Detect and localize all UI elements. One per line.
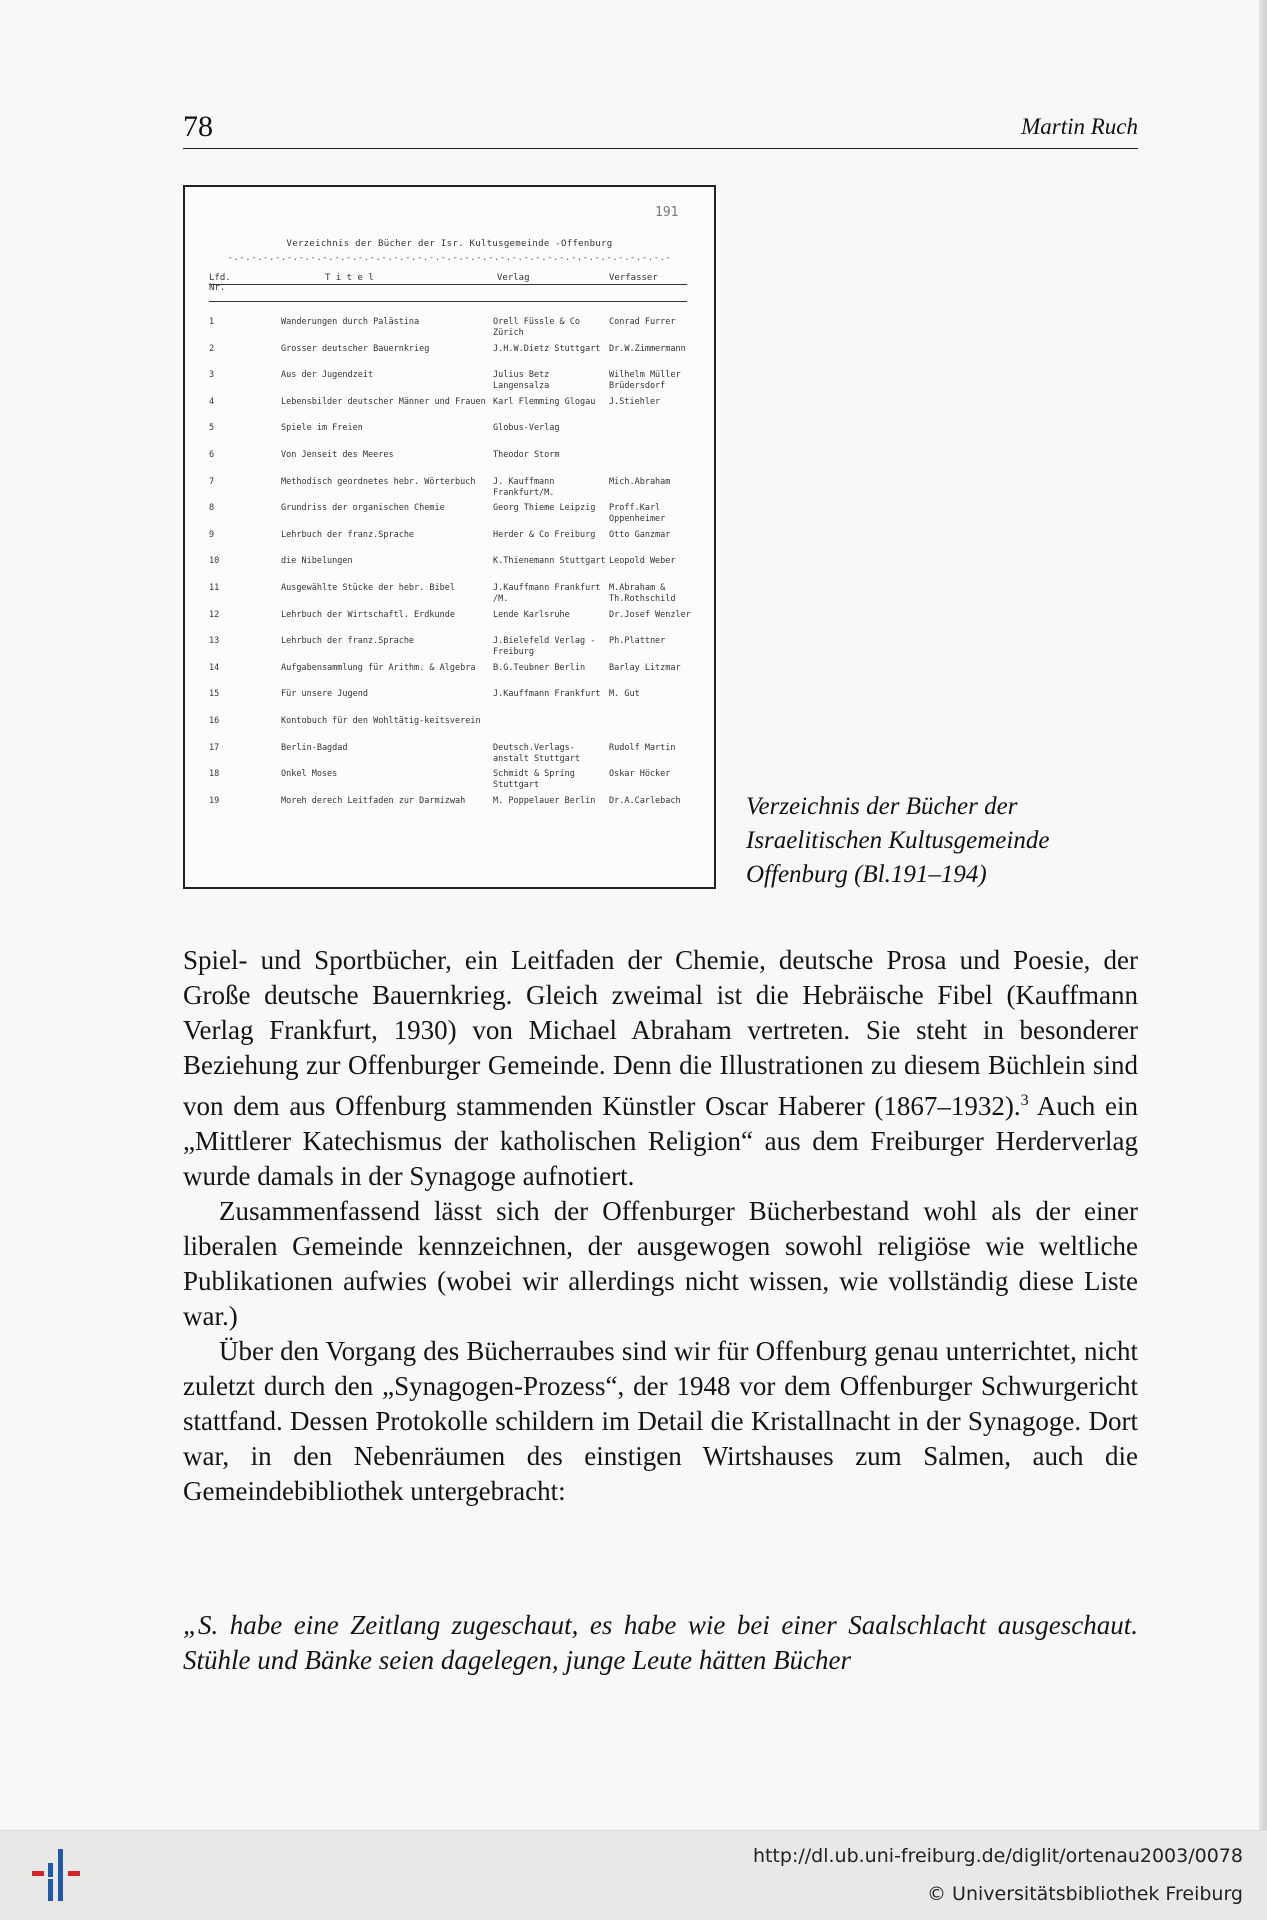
row-title: Lebensbilder deutscher Männer und Frauen (281, 396, 486, 407)
row-author: M.Abraham & Th.Rothschild (609, 583, 676, 604)
row-title: Ausgewählte Stücke der hebr. Bibel (281, 583, 455, 593)
row-publisher: Deutsch.Verlags-anstalt Stuttgart (493, 742, 580, 764)
row-author: Dr.Josef Wenzler (609, 609, 691, 620)
row-author: Mich.Abraham (609, 476, 671, 487)
row-number: 18 (209, 769, 220, 780)
row-number: 16 (209, 716, 220, 726)
column-header-verlag: Verlag (497, 273, 530, 283)
column-header-verfasser: Verfasser (609, 273, 658, 283)
footnote-marker: 3 (1020, 1092, 1029, 1109)
source-url-link[interactable]: http://dl.ub.uni-freiburg.de/diglit/ortenau2003/0078 (752, 1845, 1243, 1867)
row-author: Rudolf Martin (609, 742, 676, 753)
row-number: 9 (209, 529, 215, 540)
row-author: Barlay Litzmar (609, 662, 681, 673)
row-publisher: Orell Füssle & Co Zürich (493, 317, 580, 338)
row-publisher: Globus-Verlag (493, 423, 560, 434)
row-title: Lehrbuch der Wirtschaftl. Erdkunde (281, 609, 455, 620)
row-title: Berlin-Bagdad (281, 742, 348, 753)
row-publisher: J.Bielefeld Verlag -Freiburg (493, 636, 596, 658)
paragraph-2: Zusammenfassend lässt sich der Offenburger Bücherbestand wohl als der einer liberalen Gemeinde kennzeichnen, der ausgewogen sowohl religiöse wie weltliche Publikationen aufwies (wobei wir allerdings nicht wissen, wie vollständig diese Liste war.) (183, 1196, 1138, 1331)
row-author: Oskar Höcker (609, 769, 671, 780)
column-header-nr: Lfd. Nr. (209, 273, 231, 293)
row-title: Grosser deutscher Bauernkrieg (281, 343, 430, 354)
header-rule-bottom (209, 301, 687, 302)
row-publisher: J.Kauffmann Frankfurt /M. (493, 583, 601, 604)
row-title: Moreh derech Leitfaden zur Darmizwah (281, 795, 466, 806)
page-edge-shadow (1259, 0, 1267, 1830)
row-publisher: K.Thienemann Stuttgart (493, 556, 606, 567)
row-publisher: B.G.Teubner Berlin (493, 662, 586, 673)
row-publisher: Theodor Storm (493, 450, 560, 460)
header-rule-top (209, 284, 687, 285)
row-title: Aufgabensammlung für Arithm. & Algebra (281, 662, 476, 673)
row-title: Grundriss der organischen Chemie (281, 503, 445, 514)
row-publisher: Herder & Co Freiburg (493, 529, 596, 540)
row-publisher: J.Kauffmann Frankfurt (493, 689, 601, 700)
facsimile-sheet-number: 191 (655, 205, 679, 220)
row-number: 1 (209, 317, 215, 327)
row-number: 10 (209, 556, 220, 567)
row-publisher: Karl Flemming Glogau (493, 396, 596, 407)
facsimile-title: Verzeichnis der Bücher der Isr. Kultusgemeinde -Offenburg (286, 239, 613, 249)
row-title: Spiele im Freien (281, 423, 363, 434)
row-publisher: Schmidt & Spring Stuttgart (493, 769, 575, 791)
viewer-footer (0, 1830, 1267, 1920)
running-head (183, 108, 1138, 149)
column-header-titel: T i t e l (325, 273, 374, 283)
row-number: 13 (209, 636, 220, 647)
block-quote: „S. habe eine Zeitlang zugeschaut, es habe wie bei einer Saalschlacht ausgeschaut. Stühle und Bänke seien dagelegen, junge Leute hätten Bücher (183, 1610, 1138, 1675)
row-number: 7 (209, 476, 215, 487)
row-author: Dr.A.Carlebach (609, 795, 681, 806)
row-title: Für unsere Jugend (281, 689, 368, 700)
row-title: Lehrbuch der franz.Sprache (281, 529, 415, 540)
row-number: 14 (209, 662, 220, 673)
row-title: Kontobuch für den Wohltätig-keitsverein (281, 716, 481, 726)
body-text (183, 943, 1138, 1509)
row-number: 11 (209, 583, 220, 593)
row-author: Ph.Plattner (609, 636, 666, 647)
row-number: 4 (209, 396, 215, 407)
running-head-author: Martin Ruch (1021, 114, 1138, 139)
row-number: 2 (209, 343, 215, 354)
paragraph-1-text: Spiel- und Sportbücher, ein Leitfaden der Chemie, deutsche Prosa und Poesie, der Große deutsche Bauernkrieg. Gleich zweimal ist die Hebräische Fibel (Kauffmann Verlag Frankfurt, 1930) von Michael Abraham vertreten. Sie steht in besonderer Beziehung zur Offenburger Gemeinde. Denn die Illustrationen zu diesem Büchlein sind von dem aus Offenburg stammenden Künstler Oscar Haberer (1867–1932). (183, 945, 1138, 1121)
row-publisher: J. Kauffmann Frankfurt/M. (493, 476, 555, 498)
row-title: Aus der Jugendzeit (281, 370, 374, 381)
ub-freiburg-logo-icon (14, 1843, 84, 1909)
row-publisher: Georg Thieme Leipzig (493, 503, 596, 514)
row-author: Otto Ganzmar (609, 529, 671, 540)
row-number: 15 (209, 689, 220, 700)
page-number: 78 (183, 110, 213, 143)
paragraph-3: Über den Vorgang des Bücherraubes sind wir für Offenburg genau unterrichtet, nicht zuletzt durch den „Synagogen-Prozess“, der 1948 vor dem Offenburger Schwurgericht stattfand. Dessen Protokolle schildern im Detail die Kristallnacht in der Synagoge. Dort war, in den Nebenräumen des einstigen Wirtshauses zum Salmen, auch die Gemeindebibliothek untergebracht: (183, 1336, 1138, 1506)
row-number: 6 (209, 450, 215, 460)
row-author: Leopold Weber (609, 556, 676, 567)
row-title: Lehrbuch der franz.Sprache (281, 636, 415, 647)
row-author: Dr.W.Zimmermann (609, 343, 686, 354)
row-author: M. Gut (609, 689, 640, 700)
paragraph-1-continuation: Auch ein „Mittlerer Katechismus der katholischen Religion“ aus dem Freiburger Herderverlag wurde damals in der Synagoge aufnotiert. (183, 1091, 1138, 1191)
row-number: 8 (209, 503, 215, 514)
row-title: Von Jenseit des Meeres (281, 450, 394, 460)
row-publisher: M. Poppelauer Berlin (493, 795, 596, 806)
row-title: die Nibelungen (281, 556, 353, 567)
row-author: Proff.Karl Oppenheimer (609, 503, 666, 525)
row-number: 19 (209, 795, 220, 806)
row-title: Onkel Moses (281, 769, 338, 780)
row-number: 3 (209, 370, 215, 381)
row-publisher: Lende Karlsruhe (493, 609, 570, 620)
row-number: 5 (209, 423, 215, 434)
row-title: Wanderungen durch Palästina (281, 317, 420, 327)
paragraph-1 (183, 943, 1138, 1194)
row-publisher: J.H.W.Dietz Stuttgart (493, 343, 601, 354)
row-number: 17 (209, 742, 220, 753)
row-title: Methodisch geordnetes hebr. Wörterbuch (281, 476, 476, 487)
row-author: J.Stiehler (609, 396, 661, 407)
facsimile-title-underline: -.-.-.-.-.-.-.-.-.-.-.-.-.-.-.-.-.-.-.-.-.-.-.-.-.-.-.-.-.-.-.-.-.-.-.-.-.- (227, 253, 672, 263)
figure-caption: Verzeichnis der Bücher der Israelitischen Kultusgemeinde Offenburg (Bl.191–194) (746, 793, 1050, 888)
row-publisher: Julius Betz Langensalza (493, 370, 550, 392)
book-list-facsimile (183, 185, 716, 889)
row-author: Conrad Furrer (609, 317, 676, 327)
copyright-notice: © Universitätsbibliothek Freiburg (927, 1883, 1243, 1905)
row-number: 12 (209, 609, 220, 620)
row-author: Wilhelm Müller Brüdersdorf (609, 370, 681, 392)
